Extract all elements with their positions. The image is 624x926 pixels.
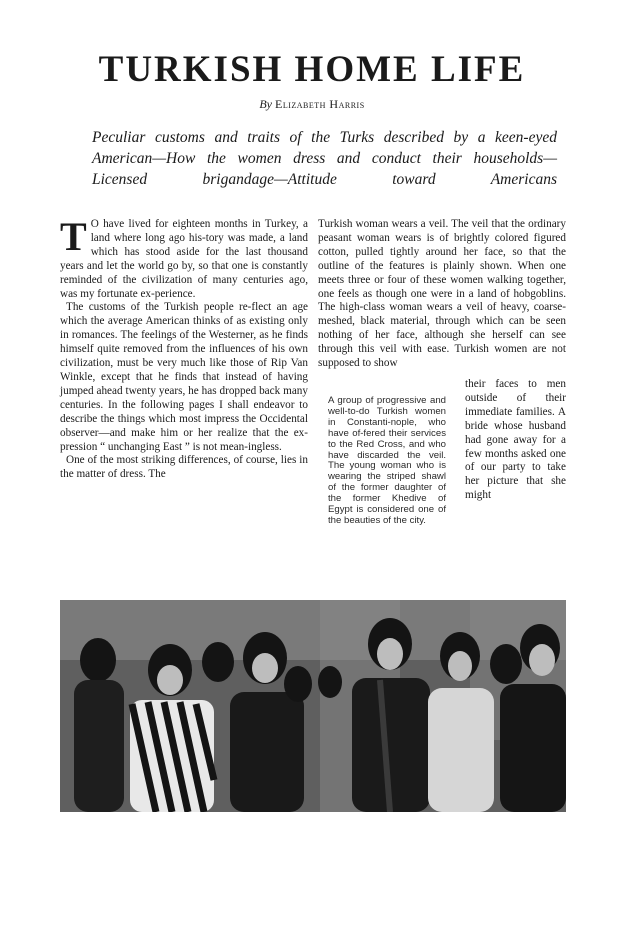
paragraph-1	[60, 214, 308, 301]
byline-prefix: By	[259, 97, 272, 111]
narrow-column-text: their faces to men outside of their immediate families. A bride whose husband had gone away for a few months asked one of our party to take her picture that she might	[465, 378, 566, 502]
paragraph-1-text: O have lived for eighteen months in Turkey, a land where long ago his-tory was made, a land which has stood aside for the last thousand years and let the world go by, so that one is constantly reminded of the civilization of many centuries ago, was my fortunate ex-perience.	[60, 218, 308, 300]
left-column	[60, 214, 308, 482]
paragraph-3: One of the most striking differences, of course, lies in the matter of dress. The	[60, 454, 308, 481]
right-column	[318, 218, 566, 371]
paragraph-2: The customs of the Turkish people re-flect an age which the average American thinks of as existing only in romances. The feelings of the Westerner, as he finds himself quite removed from the influences of his own civilization, must be very much like those of Rip Van Winkle, except that he finds that instead of having jumped ahead twenty years, he has dropped back many centuries. In the following pages I shall endeavor to describe the things which most impress the Occidental observer—and make him or her realize that the ex-pression “ unchanging East ” is not mean-ingless.	[60, 301, 308, 453]
caption-block	[318, 378, 566, 578]
photo-caption: A group of progressive and well-to-do Turkish women in Constanti-nople, who have of-fered their services to the Red Cross, and who have discarded the veil. The young woman who is wearing the striped shawl of the former daughter of the former Khedive of Egypt is considered one of the beauties of the city.	[328, 395, 446, 526]
article-title: TURKISH HOME LIFE	[98, 49, 526, 90]
drop-cap: T	[60, 214, 87, 259]
group-photo-of-women-icon	[60, 600, 566, 812]
author-name: Elizabeth Harris	[274, 97, 365, 111]
byline	[0, 97, 624, 111]
article-subtitle: Peculiar customs and traits of the Turks described by a keen-eyed American—How the women dress and conduct their households—Licensed brigandage—Attitude toward Americans	[92, 129, 557, 188]
group-photo	[60, 600, 566, 812]
paragraph-4: Turkish woman wears a veil. The veil that the ordinary peasant woman wears is of brightly colored figured cotton, pulled tightly around her face, so that the outline of the features is plainly shown. When one meets three or four of these women walking together, one feels as though one were in a land of hobgoblins. The high-class woman wears a veil of heavy, coarse-meshed, black material, through which can be seen nothing of her face, although she herself can see through this veil with ease. Turkish women are not supposed to show	[318, 218, 566, 370]
